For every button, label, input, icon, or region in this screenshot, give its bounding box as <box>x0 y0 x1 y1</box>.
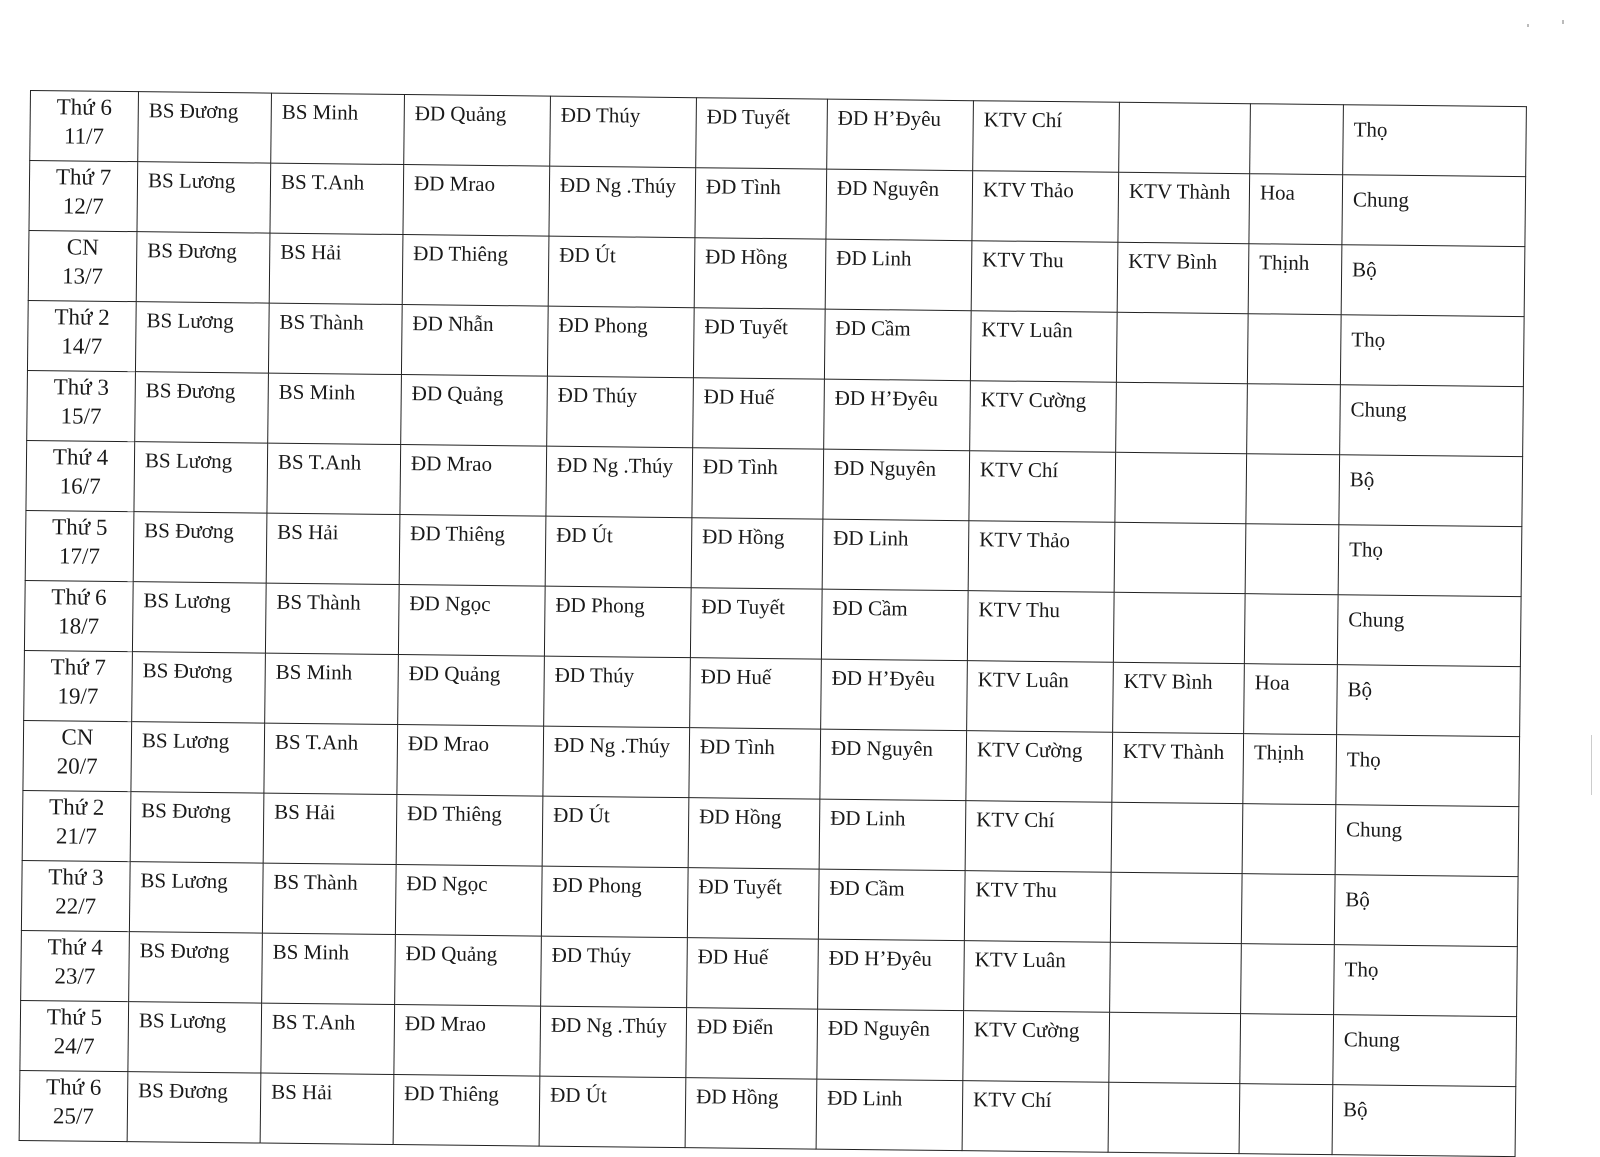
staff-cell: KTV Cường <box>970 381 1117 453</box>
staff-cell: ĐD Hồng <box>685 1078 817 1149</box>
day-name: Thứ 4 <box>52 444 109 470</box>
staff-cell: BS Hải <box>266 513 400 584</box>
day-cell <box>30 91 139 162</box>
day-name: Thứ 5 <box>46 1004 103 1030</box>
day-cell <box>27 300 136 371</box>
day-cell <box>26 440 135 511</box>
staff-cell <box>1247 314 1341 385</box>
staff-cell: Chung <box>1335 805 1519 877</box>
staff-cell: Bộ <box>1334 875 1518 947</box>
staff-cell: Bộ <box>1337 665 1521 737</box>
staff-cell: ĐD H’Đyêu <box>821 659 968 731</box>
staff-cell: ĐD Út <box>542 796 689 868</box>
staff-cell: ĐD Thúy <box>541 936 688 1008</box>
staff-cell: ĐD Thúy <box>547 376 694 448</box>
day-date: 13/7 <box>61 263 104 289</box>
staff-cell: BS Hải <box>269 233 403 304</box>
staff-cell: KTV Chí <box>962 1081 1109 1153</box>
staff-cell: ĐD Hồng <box>691 518 823 589</box>
staff-cell: ĐD Hồng <box>688 798 820 869</box>
staff-cell: Thọ <box>1340 315 1524 387</box>
day-date: 12/7 <box>62 193 104 219</box>
day-cell <box>27 370 136 441</box>
staff-cell: BS Hải <box>260 1073 394 1144</box>
table-row <box>19 1070 1516 1156</box>
staff-cell: ĐD Nguyên <box>823 449 970 521</box>
staff-cell: ĐD H’Đyêu <box>827 99 974 171</box>
day-cell <box>24 650 133 721</box>
staff-cell: KTV Luân <box>970 311 1117 383</box>
staff-cell: KTV Bình <box>1113 662 1245 733</box>
staff-cell: BS Đương <box>136 232 270 303</box>
staff-cell: ĐD Thúy <box>544 656 691 728</box>
staff-cell: Bộ <box>1339 455 1523 527</box>
staff-cell <box>1110 942 1242 1013</box>
staff-cell: BS Thành <box>262 863 396 934</box>
staff-cell: KTV Thảo <box>972 171 1119 243</box>
day-cell <box>25 510 134 581</box>
staff-cell <box>1114 522 1246 593</box>
staff-cell: ĐD Hồng <box>694 238 826 309</box>
day-date: 19/7 <box>57 683 99 709</box>
staff-cell: ĐD Thiêng <box>399 515 546 587</box>
staff-cell: Hoa <box>1244 664 1338 735</box>
staff-cell: Thọ <box>1336 735 1520 807</box>
staff-cell: BS Đương <box>138 92 272 163</box>
day-name: Thứ 7 <box>55 164 112 190</box>
staff-cell: ĐD Út <box>545 516 692 588</box>
staff-cell: BS Đương <box>130 792 264 863</box>
staff-cell: ĐD Nhẫn <box>401 305 548 377</box>
staff-cell: ĐD Phong <box>541 866 688 938</box>
staff-cell: BS Đương <box>127 1072 261 1143</box>
day-date: 23/7 <box>54 963 96 989</box>
staff-cell: ĐD Linh <box>819 799 966 871</box>
day-name: Thứ 2 <box>54 304 110 330</box>
staff-cell: ĐD Phong <box>544 586 691 658</box>
staff-cell: ĐD H’Đyêu <box>824 379 971 451</box>
staff-cell: ĐD H’Đyêu <box>818 939 965 1011</box>
staff-cell: ĐD Linh <box>816 1079 963 1151</box>
staff-cell: ĐD Mrao <box>400 445 547 517</box>
staff-cell: BS Thành <box>268 303 402 374</box>
staff-cell <box>1119 102 1251 173</box>
staff-cell: BS T.Anh <box>270 163 404 234</box>
day-name: Thứ 7 <box>50 654 107 680</box>
staff-cell: ĐD Mrao <box>394 1004 541 1076</box>
staff-cell: BS Minh <box>268 373 402 444</box>
staff-cell: KTV Chí <box>969 451 1116 523</box>
staff-cell: ĐD Quảng <box>395 935 542 1007</box>
staff-cell: ĐD Mrao <box>403 165 550 237</box>
staff-cell: BS Minh <box>271 93 405 164</box>
day-cell <box>21 860 130 931</box>
staff-cell: ĐD Tuyết <box>687 868 819 939</box>
staff-cell: ĐD Ngọc <box>398 585 545 657</box>
staff-cell: Bộ <box>1332 1085 1516 1157</box>
scan-speck <box>1562 20 1564 24</box>
day-name: Thứ 2 <box>48 794 105 820</box>
staff-cell: ĐD Thiêng <box>393 1074 540 1146</box>
day-name: Thứ 3 <box>53 374 110 400</box>
day-date: 15/7 <box>60 403 102 429</box>
duty-schedule-table <box>19 90 1527 1157</box>
day-cell <box>19 1070 128 1141</box>
staff-cell: KTV Cường <box>966 731 1113 803</box>
staff-cell: KTV Thành <box>1112 732 1244 803</box>
day-name: CN <box>66 234 99 260</box>
staff-cell: Hoa <box>1249 174 1343 245</box>
staff-cell: Thọ <box>1338 525 1522 597</box>
staff-cell: BS Lương <box>131 722 265 793</box>
day-name: Thứ 6 <box>45 1074 102 1100</box>
staff-cell: ĐD Út <box>539 1076 686 1148</box>
day-cell <box>29 161 138 232</box>
staff-cell <box>1244 594 1338 665</box>
staff-cell: ĐD Ng .Thúy <box>540 1006 687 1078</box>
staff-cell: BS Lương <box>132 582 266 653</box>
day-date: 25/7 <box>52 1103 94 1129</box>
staff-cell <box>1242 804 1336 875</box>
staff-cell: ĐD Cầm <box>824 309 971 381</box>
staff-cell: KTV Thành <box>1118 172 1250 243</box>
schedule-body <box>19 91 1526 1157</box>
staff-cell <box>1110 872 1242 943</box>
staff-cell: ĐD Linh <box>825 239 972 311</box>
day-date: 11/7 <box>63 123 105 149</box>
staff-cell: KTV Cường <box>963 1011 1110 1083</box>
staff-cell <box>1245 524 1339 595</box>
staff-cell <box>1115 452 1247 523</box>
staff-cell: Thọ <box>1343 105 1527 177</box>
staff-cell: ĐD Cầm <box>818 869 965 941</box>
staff-cell: Thọ <box>1334 945 1518 1017</box>
staff-cell: KTV Chí <box>965 801 1112 873</box>
staff-cell <box>1239 1084 1333 1155</box>
day-date: 21/7 <box>55 823 98 849</box>
staff-cell <box>1250 104 1344 175</box>
staff-cell: ĐD Tuyết <box>693 308 825 379</box>
day-name: Thứ 5 <box>51 514 108 540</box>
staff-cell: Chung <box>1333 1015 1517 1087</box>
staff-cell <box>1113 592 1245 663</box>
staff-cell: BS T.Anh <box>264 723 398 794</box>
staff-cell: BS Lương <box>135 302 269 373</box>
staff-cell: BS Đương <box>135 372 269 443</box>
staff-cell: ĐD Linh <box>822 519 969 591</box>
staff-cell: ĐD Tình <box>692 448 824 519</box>
staff-cell: ĐD Ng .Thúy <box>543 726 690 798</box>
staff-cell <box>1241 874 1335 945</box>
day-cell <box>20 1000 129 1071</box>
staff-cell: BS Lương <box>128 1002 262 1073</box>
staff-cell: ĐD Tuyết <box>696 98 828 169</box>
day-date: 20/7 <box>56 753 98 779</box>
staff-cell: KTV Chí <box>973 101 1120 173</box>
staff-cell <box>1246 454 1340 525</box>
staff-cell: BS Hải <box>263 793 397 864</box>
staff-cell <box>1108 1082 1240 1153</box>
staff-cell: BS T.Anh <box>267 443 401 514</box>
day-cell <box>24 580 133 651</box>
staff-cell: ĐD Nguyên <box>817 1009 964 1081</box>
staff-cell: ĐD Tình <box>689 728 821 799</box>
staff-cell: ĐD Huế <box>693 378 825 449</box>
staff-cell: ĐD Điển <box>686 1008 818 1079</box>
staff-cell: BS Đương <box>133 512 267 583</box>
staff-cell: BS Thành <box>265 583 399 654</box>
staff-cell: ĐD Út <box>548 236 695 308</box>
staff-cell: ĐD Mrao <box>397 725 544 797</box>
staff-cell: ĐD Huế <box>690 658 822 729</box>
day-name: Thứ 6 <box>51 584 107 610</box>
staff-cell: BS Lương <box>134 442 268 513</box>
staff-cell: KTV Thảo <box>968 521 1115 593</box>
staff-cell: BS Minh <box>265 653 399 724</box>
day-name: Thứ 3 <box>48 864 104 890</box>
staff-cell <box>1109 1012 1241 1083</box>
staff-cell: Thịnh <box>1248 244 1342 315</box>
staff-cell: KTV Thu <box>967 591 1114 663</box>
day-name: Thứ 4 <box>47 934 103 960</box>
staff-cell: KTV Luân <box>964 941 1111 1013</box>
staff-cell: ĐD Ng .Thúy <box>546 446 693 518</box>
day-date: 16/7 <box>59 473 101 499</box>
scan-speck <box>1527 24 1529 27</box>
staff-cell <box>1111 802 1243 873</box>
staff-cell: ĐD Nguyên <box>826 169 973 241</box>
scan-edge-mark <box>1591 735 1592 795</box>
day-date: 14/7 <box>61 333 103 359</box>
staff-cell: ĐD Tình <box>695 168 827 239</box>
staff-cell <box>1241 944 1335 1015</box>
day-date: 24/7 <box>53 1033 95 1059</box>
staff-cell: BS Lương <box>137 162 271 233</box>
staff-cell: BS Đương <box>132 652 266 723</box>
staff-cell: ĐD Quảng <box>398 655 545 727</box>
staff-cell: ĐD Ngọc <box>395 865 542 937</box>
staff-cell: ĐD Phong <box>547 306 694 378</box>
staff-cell: KTV Thu <box>964 871 1111 943</box>
staff-cell: ĐD Thiêng <box>402 235 549 307</box>
day-date: 17/7 <box>58 543 101 569</box>
staff-cell <box>1116 382 1248 453</box>
day-date: 18/7 <box>58 613 100 639</box>
staff-cell: Chung <box>1340 385 1524 457</box>
staff-cell: KTV Luân <box>967 661 1114 733</box>
day-cell <box>21 930 130 1001</box>
staff-cell: BS Đương <box>129 932 263 1003</box>
day-name: CN <box>61 724 94 750</box>
staff-cell: ĐD Nguyên <box>820 729 967 801</box>
staff-cell: KTV Bình <box>1117 242 1249 313</box>
staff-cell <box>1116 312 1248 383</box>
staff-cell: BS Lương <box>129 862 263 933</box>
day-cell <box>23 720 132 791</box>
staff-cell <box>1240 1014 1334 1085</box>
staff-cell: ĐD Cầm <box>821 589 968 661</box>
schedule-table-wrapper <box>19 90 1526 1157</box>
day-name: Thứ 6 <box>56 94 113 120</box>
staff-cell: KTV Thu <box>971 241 1118 313</box>
day-cell <box>28 230 137 301</box>
staff-cell: Bộ <box>1341 245 1525 317</box>
staff-cell: ĐD Quảng <box>401 375 548 447</box>
staff-cell: ĐD Quảng <box>404 95 551 167</box>
staff-cell: ĐD Huế <box>687 938 819 1009</box>
staff-cell: BS T.Anh <box>261 1003 395 1074</box>
staff-cell: Chung <box>1337 595 1521 667</box>
staff-cell: BS Minh <box>262 933 396 1004</box>
day-date: 22/7 <box>55 893 97 919</box>
staff-cell: Thịnh <box>1243 734 1337 805</box>
staff-cell: Chung <box>1342 175 1526 247</box>
staff-cell <box>1247 384 1341 455</box>
staff-cell: ĐD Ng .Thúy <box>549 166 696 238</box>
staff-cell: ĐD Thúy <box>550 96 697 168</box>
day-cell <box>22 790 131 861</box>
staff-cell: ĐD Tuyết <box>690 588 822 659</box>
staff-cell: ĐD Thiêng <box>396 795 543 867</box>
